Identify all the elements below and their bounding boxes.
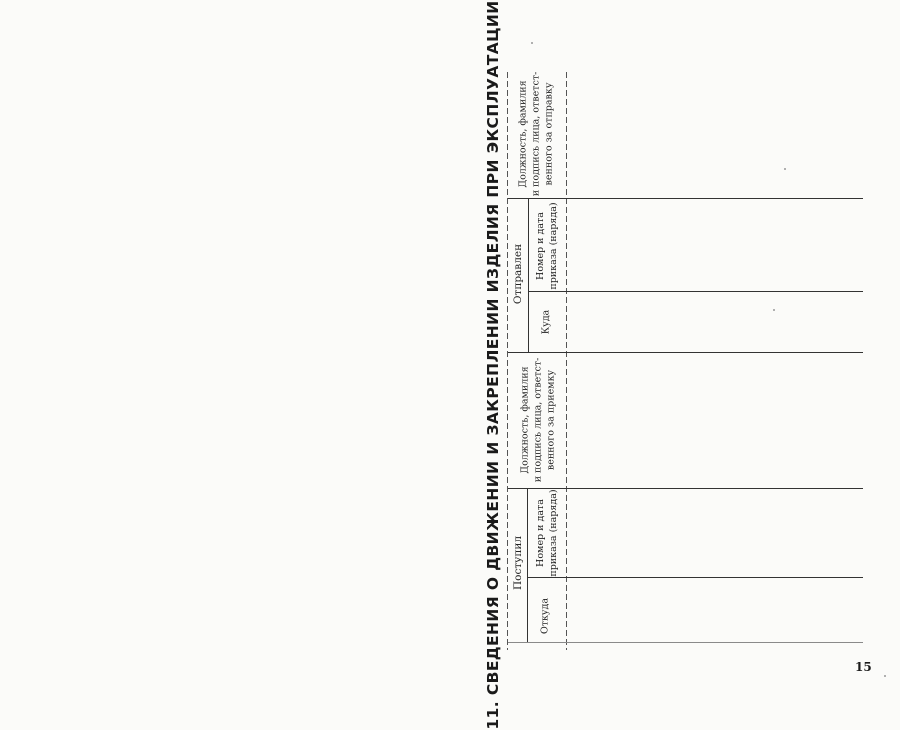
section-title: 11. СВЕДЕНИЯ О ДВИЖЕНИИ И ЗАКРЕПЛЕНИИ ИЗДЕЛИЯ ПРИ ЭКСПЛУАТАЦИИ bbox=[484, 0, 502, 730]
column-separator bbox=[508, 352, 863, 353]
scan-speck bbox=[884, 675, 886, 677]
header-sent-order: Номер и дата приказа (наряда) bbox=[535, 202, 559, 290]
column-separator bbox=[528, 291, 863, 292]
header-sent-to: Куда bbox=[540, 309, 552, 335]
header-bottom-edge bbox=[566, 72, 567, 650]
table-right-edge bbox=[508, 642, 863, 643]
scan-speck bbox=[784, 168, 786, 170]
page-number: 15 bbox=[855, 660, 872, 674]
column-separator bbox=[508, 198, 863, 199]
column-separator bbox=[528, 577, 863, 578]
table-left-edge bbox=[507, 72, 508, 650]
header-received-from: Откуда bbox=[539, 597, 551, 635]
scan-speck bbox=[773, 309, 775, 311]
header-received-responsible: Должность, фамилия и подпись лица, ответст- венного за приемку bbox=[519, 357, 557, 483]
header-received-order: Номер и дата приказа (наряда) bbox=[535, 489, 559, 577]
group-divider-received bbox=[527, 488, 528, 643]
group-label-received: Поступил bbox=[512, 535, 524, 591]
group-divider-sent bbox=[528, 198, 529, 353]
group-label-sent: Отправлен bbox=[512, 243, 524, 305]
column-separator bbox=[508, 488, 863, 489]
scan-speck bbox=[531, 42, 533, 44]
header-sent-responsible: Должность, фамилия и подпись лица, ответст- венного за отправку bbox=[517, 71, 555, 197]
